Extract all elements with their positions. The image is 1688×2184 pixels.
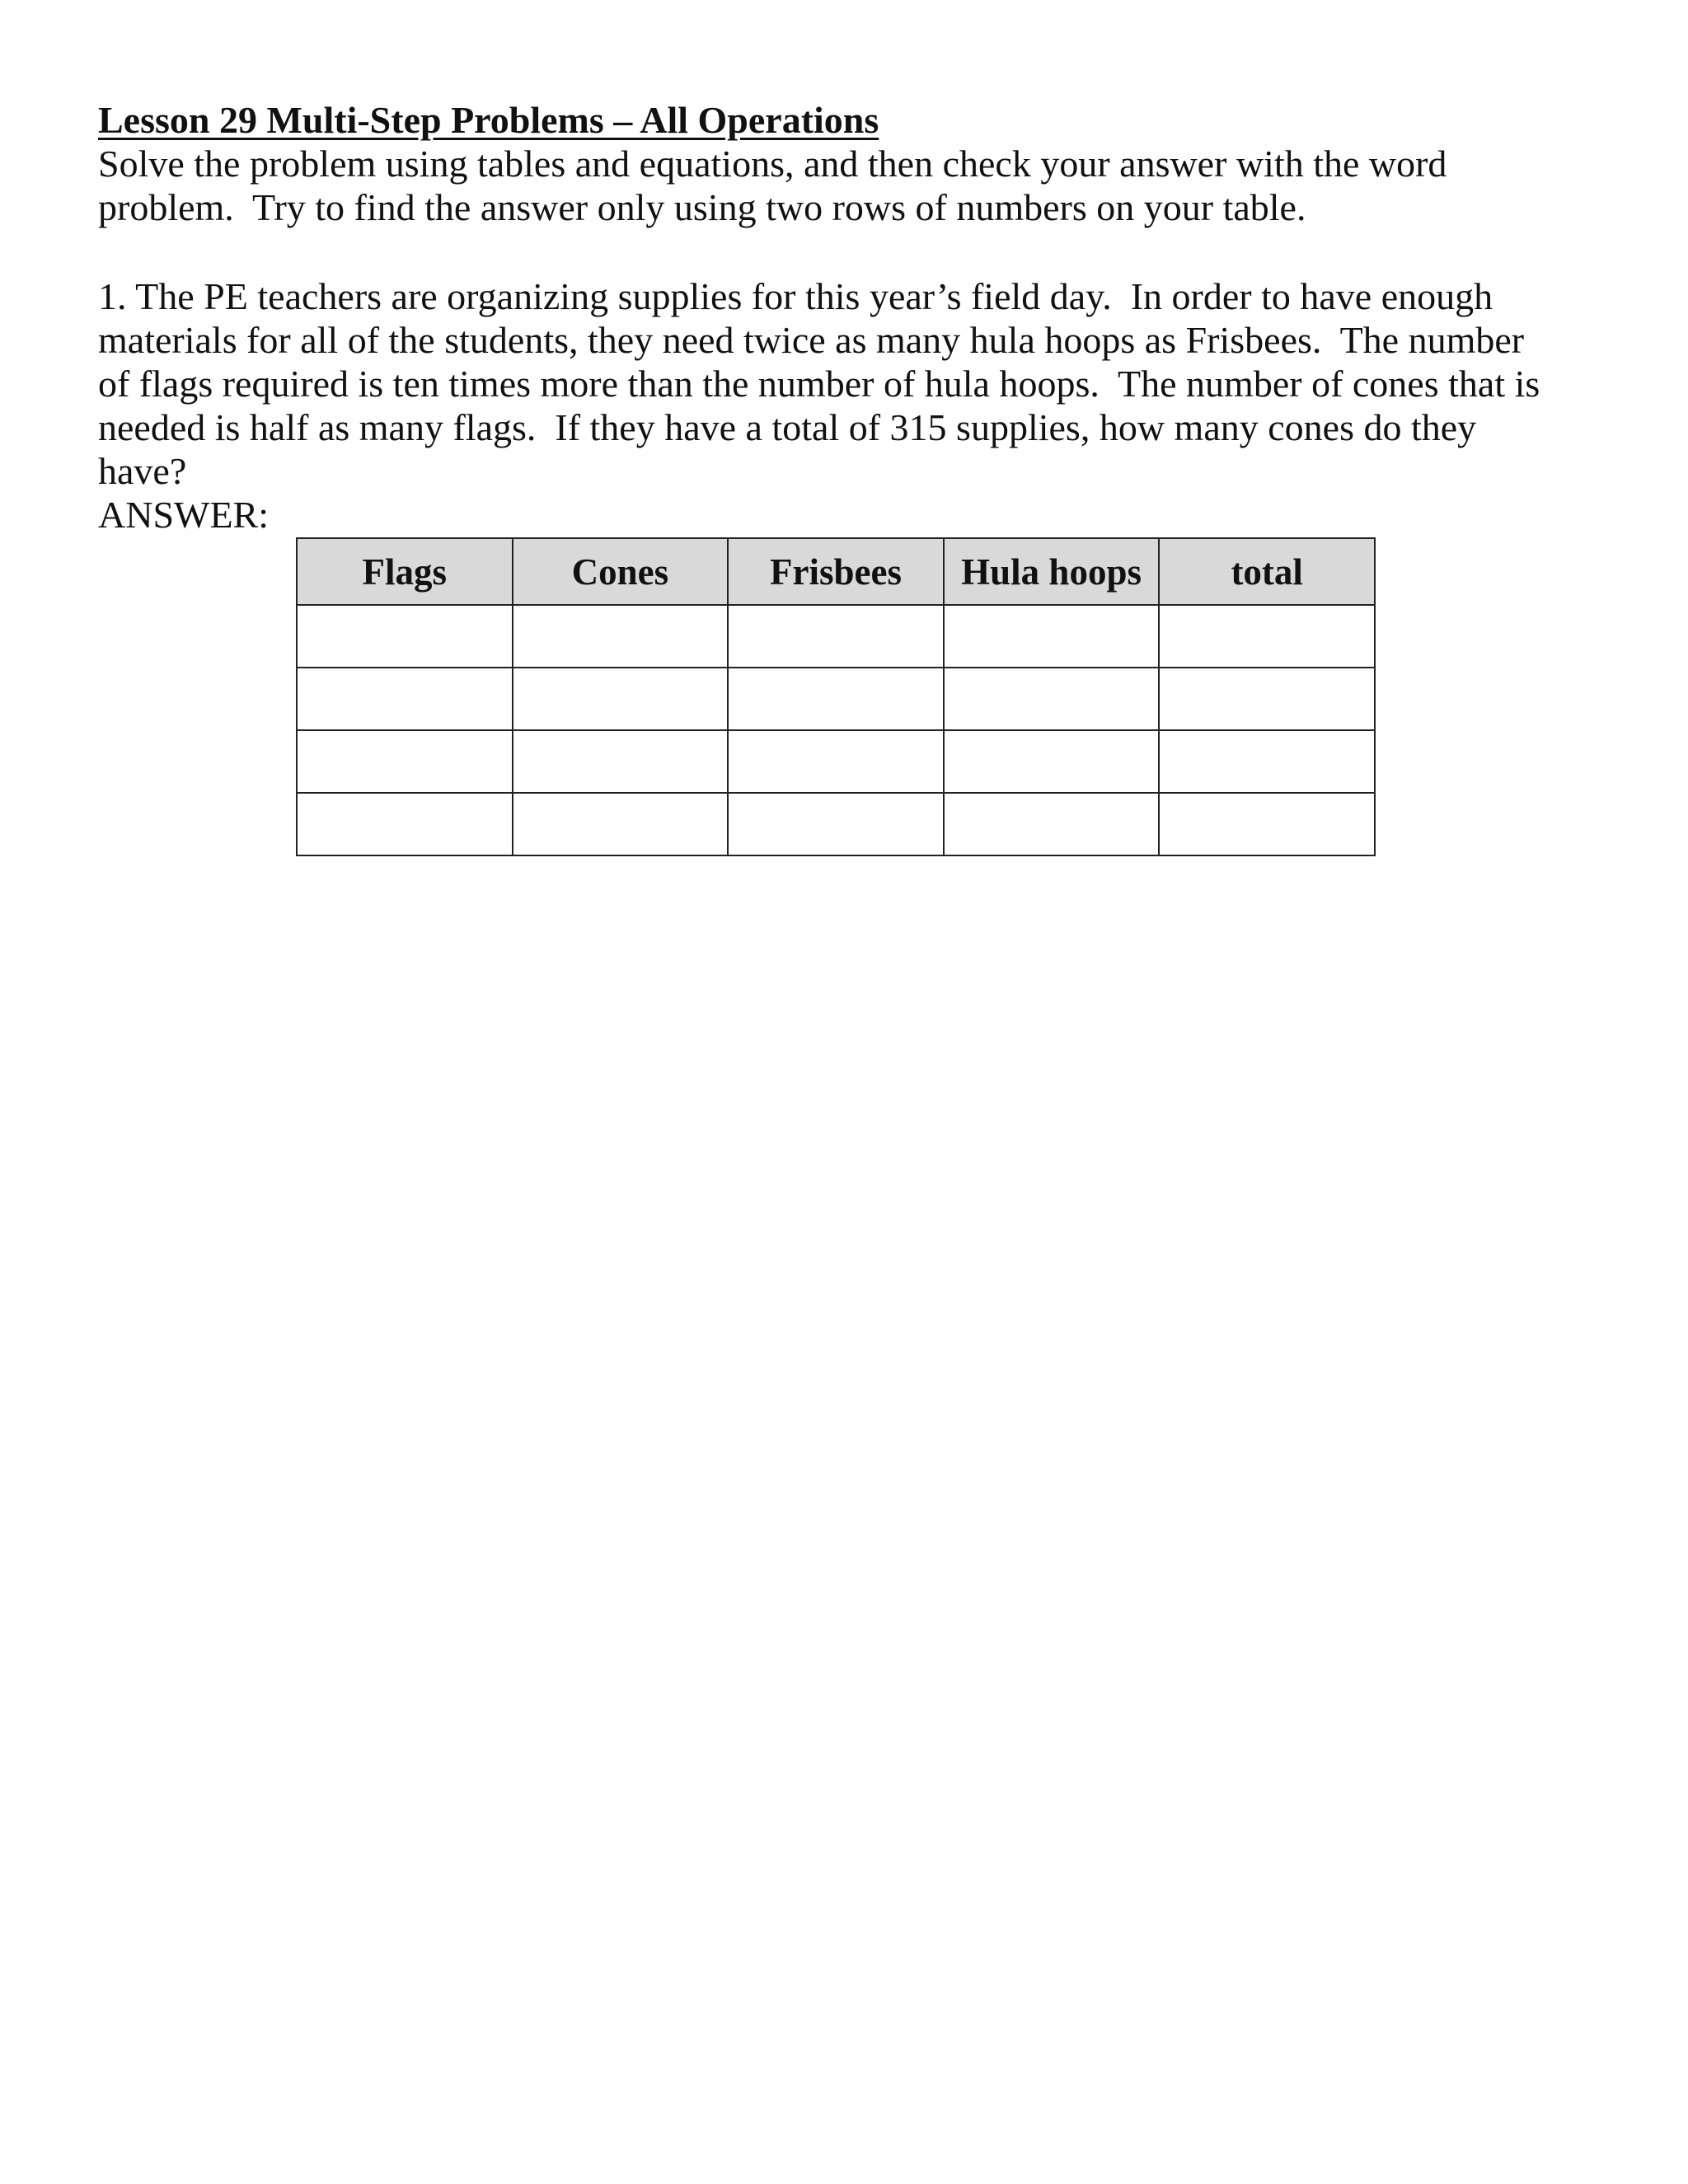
column-header-flags: Flags (297, 538, 513, 605)
table-row (297, 793, 1375, 855)
table-cell[interactable] (513, 605, 729, 668)
table-row (297, 668, 1375, 730)
problem-line: have? (98, 450, 187, 492)
instructions (98, 142, 1582, 229)
table-cell[interactable] (297, 605, 513, 668)
column-header-frisbees: Frisbees (728, 538, 944, 605)
problem-line: needed is half as many flags. If they have a total of 315 supplies, how many cones do they (98, 406, 1477, 448)
table-cell[interactable] (297, 668, 513, 730)
table-cell[interactable] (1159, 730, 1375, 793)
problem-line: 1. The PE teachers are organizing supplies for this year’s field day. In order to have enough (98, 275, 1493, 317)
table-cell[interactable] (1159, 668, 1375, 730)
table-cell[interactable] (297, 730, 513, 793)
lesson-title: Lesson 29 Multi-Step Problems – All Operations (98, 99, 879, 141)
table-header-row (297, 538, 1375, 605)
table-cell[interactable] (1159, 793, 1375, 855)
instructions-line: problem. Try to find the answer only using two rows of numbers on your table. (98, 186, 1306, 228)
table-cell[interactable] (728, 730, 944, 793)
table-cell[interactable] (1159, 605, 1375, 668)
column-header-total: total (1159, 538, 1375, 605)
table-cell[interactable] (944, 668, 1160, 730)
problem-line: of flags required is ten times more than the number of hula hoops. The number of cones that is (98, 363, 1540, 405)
table-cell[interactable] (513, 730, 729, 793)
answer-label: ANSWER: (98, 494, 269, 536)
column-header-hula-hoops: Hula hoops (944, 538, 1160, 605)
word-problem (98, 274, 1582, 493)
table-row (297, 605, 1375, 668)
table-cell[interactable] (728, 668, 944, 730)
table-cell[interactable] (944, 605, 1160, 668)
table-cell[interactable] (944, 793, 1160, 855)
supply-table (296, 537, 1376, 856)
table-cell[interactable] (513, 668, 729, 730)
instructions-line: Solve the problem using tables and equations, and then check your answer with the word (98, 143, 1447, 185)
column-header-cones: Cones (513, 538, 729, 605)
table-cell[interactable] (297, 793, 513, 855)
table-cell[interactable] (944, 730, 1160, 793)
problem-line: materials for all of the students, they need twice as many hula hoops as Frisbees. The number (98, 319, 1525, 361)
table-cell[interactable] (513, 793, 729, 855)
table-cell[interactable] (728, 793, 944, 855)
table-cell[interactable] (728, 605, 944, 668)
table-row (297, 730, 1375, 793)
